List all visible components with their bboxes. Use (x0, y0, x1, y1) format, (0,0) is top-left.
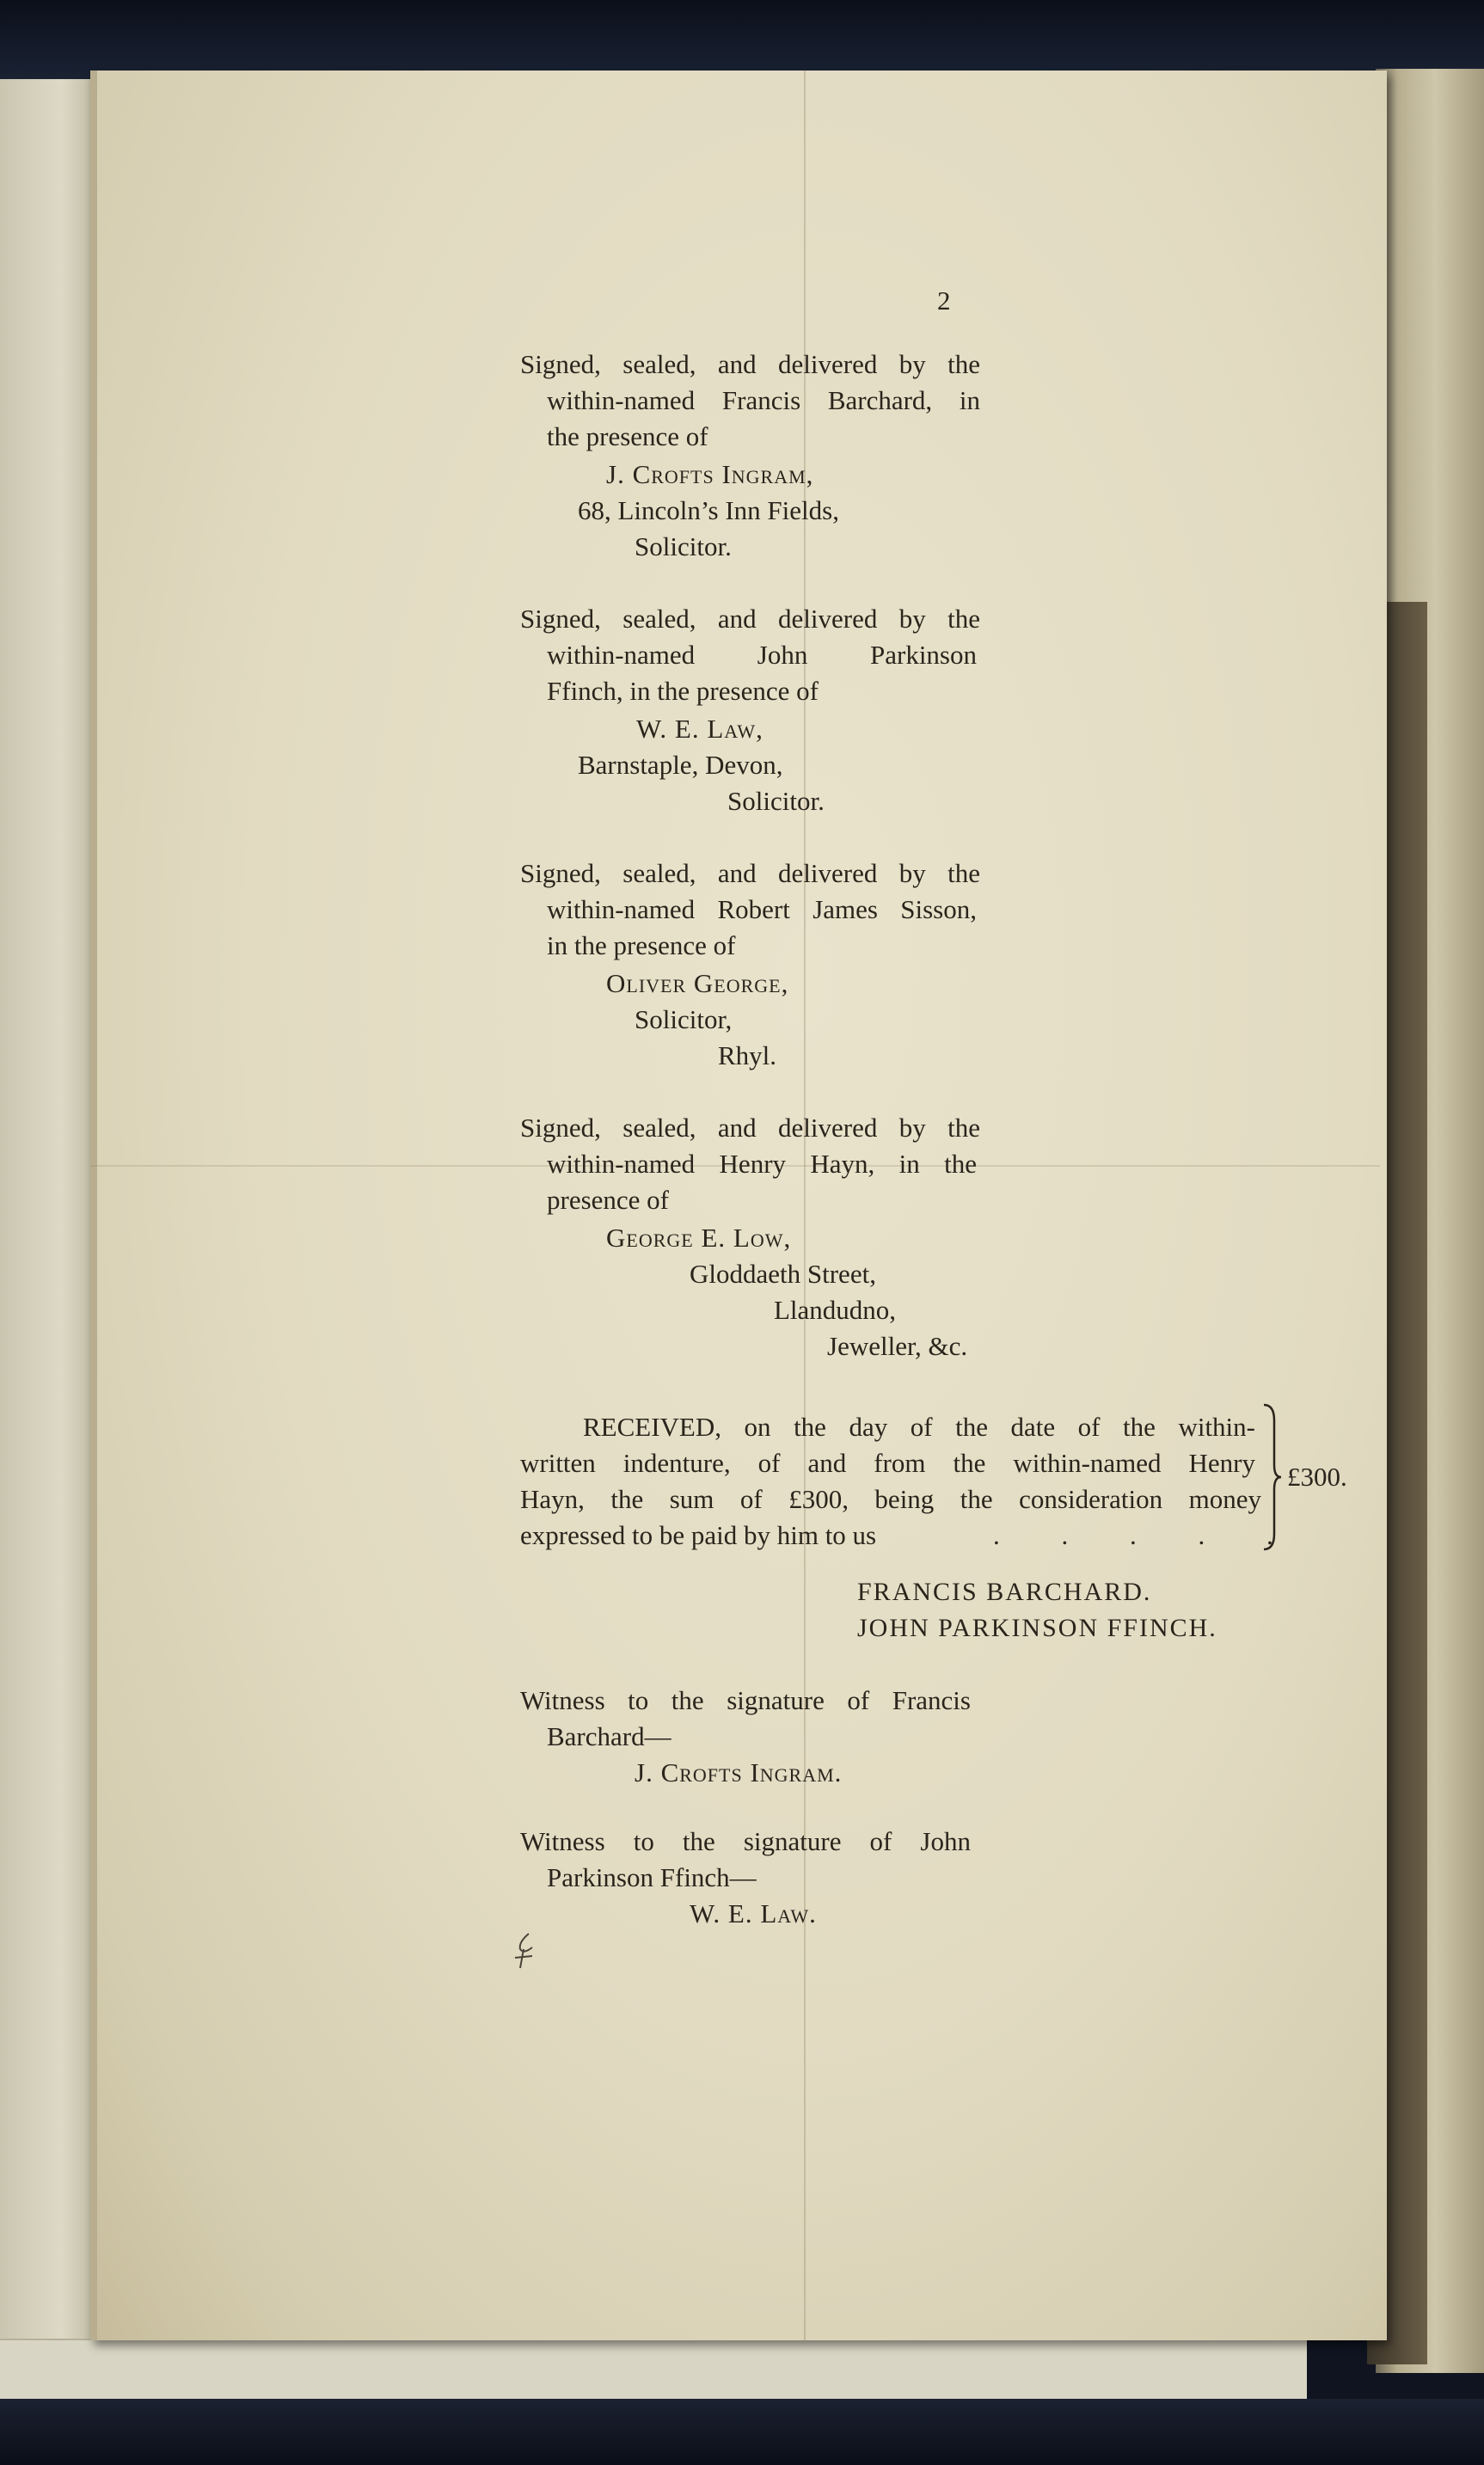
signatory-2: JOHN PARKINSON FFINCH. (857, 1614, 1217, 1642)
page-number: 2 (937, 285, 951, 316)
block1-detail1: 68, Lincoln’s Inn Fields, (578, 495, 839, 525)
block1-detail2: Solicitor. (635, 531, 732, 561)
block1-witness-name: J. Crofts Ingram, (606, 459, 814, 489)
pencil-mark-icon (512, 1930, 541, 1971)
block2-detail2: Solicitor. (727, 786, 825, 816)
block4-detail2: Llandudno, (774, 1295, 897, 1325)
block3-witness-name: Oliver George, (606, 968, 789, 998)
block2-line3: Ffinch, in the presence of (547, 676, 819, 706)
block4-detail3: Jeweller, &c. (827, 1331, 968, 1361)
block2-detail1: Barnstaple, Devon, (578, 750, 783, 780)
receipt-line1: RECEIVED, on the day of the date of the within- (583, 1412, 1255, 1442)
block2-witness-name: W. E. Law, (636, 714, 763, 744)
signatory-1: FRANCIS BARCHARD. (857, 1578, 1152, 1606)
receipt-line2: written indenture, of and from the within-named Henry (520, 1448, 1255, 1478)
right-brace-icon (1262, 1403, 1281, 1551)
block1-line1: Signed, sealed, and delivered by the (520, 349, 980, 379)
block2-line1: Signed, sealed, and delivered by the (520, 604, 980, 634)
receipt-line3: Hayn, the sum of £300, being the consideration money (520, 1484, 1261, 1514)
receipt-leader-dots: . . . . . (993, 1520, 1301, 1550)
witness1-line1: Witness to the signature of Francis (520, 1685, 971, 1715)
block2-line2: within-named John Parkinson (547, 640, 977, 670)
block4-witness-name: George E. Low, (606, 1223, 792, 1253)
block4-line3: presence of (547, 1185, 669, 1215)
block3-detail1: Solicitor, (635, 1004, 733, 1034)
witness2-name: W. E. Law. (690, 1898, 817, 1928)
block3-line3: in the presence of (547, 930, 736, 960)
block3-detail2: Rhyl. (718, 1040, 777, 1070)
scanner-bottom-band (0, 2399, 1484, 2465)
underlying-pages-left (0, 79, 103, 2392)
receipt-line4: expressed to be paid by him to us (520, 1520, 877, 1550)
block4-detail1: Gloddaeth Street, (690, 1259, 876, 1289)
scanner-top-band (0, 0, 1484, 79)
witness1-name: J. Crofts Ingram. (635, 1757, 843, 1787)
receipt-amount: £300. (1287, 1462, 1347, 1492)
block4-line1: Signed, sealed, and delivered by the (520, 1113, 980, 1143)
block1-line2: within-named Francis Barchard, in (547, 385, 980, 415)
block3-line2: within-named Robert James Sisson, (547, 894, 977, 924)
block1-line3: the presence of (547, 421, 708, 451)
witness1-line2: Barchard— (547, 1721, 671, 1751)
witness2-line2: Parkinson Ffinch— (547, 1862, 757, 1892)
block4-line2: within-named Henry Hayn, in the (547, 1149, 977, 1179)
witness2-line1: Witness to the signature of John (520, 1826, 971, 1856)
block3-line1: Signed, sealed, and delivered by the (520, 858, 980, 888)
